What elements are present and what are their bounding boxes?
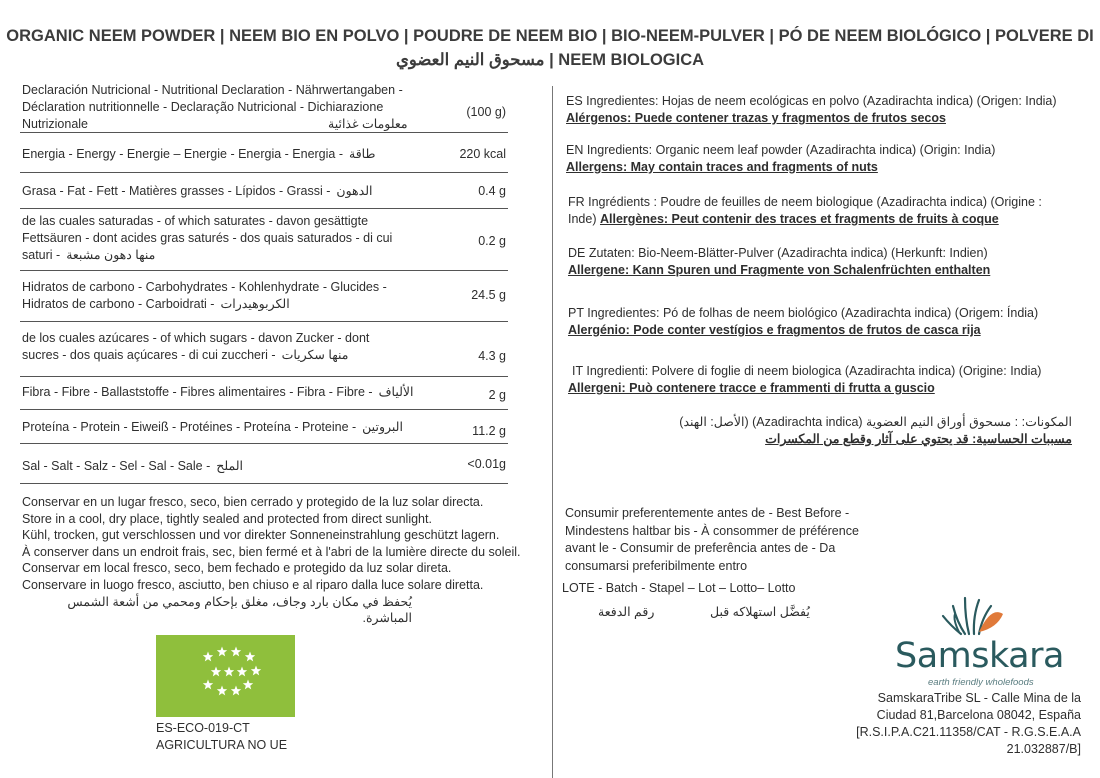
nutrient-label-ar: الألياف [378, 385, 414, 399]
nutrient-label-ar: الملح [216, 459, 243, 473]
leaf-star [231, 647, 241, 657]
page-title [0, 24, 1100, 72]
leaf-star [217, 686, 227, 696]
lot-label-ar: رقم الدفعة [598, 605, 655, 619]
leaf-star [237, 667, 247, 677]
nutrient-value: 24.5 g [471, 288, 506, 302]
ingredients-es [566, 93, 1086, 127]
nutrient-label: Hidratos de carbono - Carbohydrates - Kohlenhydrate - Glucides - Hidratos de carbono - Carboidrati - [22, 280, 387, 311]
nutrition-header-row [20, 80, 508, 133]
ingredients-text: EN Ingredients: Organic neem leaf powder (Azadirachta indica) (Origin: India) [566, 143, 996, 157]
nutrient-label: Fibra - Fibre - Ballaststoffe - Fibres alimentaires - Fibra - Fibre - [22, 385, 373, 399]
storage-instructions [22, 494, 532, 627]
ingredients-text: PT Ingredientes: Pó de folhas de neem biológico (Azadirachta indica) (Origem: Índia) [568, 306, 1039, 320]
nutrient-label-ar: الكربوهيدرات [220, 297, 290, 311]
nutrition-row-salt [20, 444, 508, 484]
eco-code: ES-ECO-019-CT [156, 721, 250, 735]
ingredients-ar [566, 414, 1072, 448]
eu-leaf-stars-icon [156, 635, 295, 717]
nutrition-row-protein [20, 410, 508, 444]
ingredients-text: IT Ingredienti: Polvere di foglie di neem biologica (Azadirachta indica) (Origine: India) [572, 364, 1042, 378]
leaf-star [243, 680, 253, 690]
nutrient-value: 4.3 g [478, 349, 506, 363]
allergens-text-ar: مسببات الحساسية: قد يحتوي على آثار وقطع من المكسرات [765, 432, 1072, 446]
ingredients-text-ar: المكونات: : مسحوق أوراق النيم العضوية (Azadirachta indica) (الأصل: الهند) [679, 415, 1072, 429]
nutrient-value: 0.4 g [478, 184, 506, 198]
leaf-star [245, 652, 255, 662]
nutrient-label: Grasa - Fat - Fett - Matières grasses - Lípidos - Grassi - [22, 184, 331, 198]
ingredients-fr [568, 194, 1068, 228]
ingredients-pt [568, 305, 1088, 339]
allergens-text: Allergeni: Può contenere tracce e frammenti di frutta a guscio [568, 381, 935, 395]
allergens-text: Allergene: Kann Spuren und Fragmente von Schalenfrüchten enthalten [568, 263, 991, 277]
leaf-star [231, 686, 241, 696]
nutrient-label-ar: منها دهون مشبعة [66, 248, 156, 262]
best-before-label: Consumir preferentemente antes de - Best Before - Mindestens haltbar bis - À consommer de préférence avant le - Consumir de preferência antes de - Da consumarsi preferibilmente entro [565, 506, 859, 573]
storage-en: Store in a cool, dry place, tightly sealed and protected from direct sunlight. [22, 511, 432, 526]
nutrient-label: Proteína - Protein - Eiweiß - Protéines - Proteína - Proteine - [22, 420, 357, 434]
nutrition-row-fibre [20, 377, 508, 410]
eco-certification [156, 720, 287, 753]
ingredients-it [568, 363, 1088, 397]
nutrient-value: 2 g [488, 388, 506, 402]
leaf-star [224, 667, 234, 677]
nutrition-row-sugars [20, 322, 508, 377]
allergens-text: Alérgenos: Puede contener trazas y fragmentos de frutos secos [566, 111, 946, 125]
title-line-2: مسحوق النيم العضوي | NEEM BIOLOGICA [395, 51, 705, 69]
storage-pt: Conservar em local fresco, seco, bem fechado e protegido da luz solar direta. [22, 561, 452, 576]
nutrition-row-energy [20, 133, 508, 173]
nutrient-value: <0.01g [467, 457, 506, 471]
ingredients-text: DE Zutaten: Bio-Neem-Blätter-Pulver (Azadirachta indica) (Herkunft: Indien) [568, 246, 988, 260]
storage-it: Conservare in luogo fresco, asciutto, ben chiuso e al riparo dalla luce solare diretta. [22, 577, 484, 592]
nutrition-header-value: (100 g) [466, 105, 506, 119]
nutrient-label-ar: منها سكريات [281, 348, 349, 362]
leaf-star [211, 667, 221, 677]
nutrient-label-ar: الدهون [336, 184, 373, 198]
title-line-1: ORGANIC NEEM POWDER | NEEM BIO EN POLVO | POUDRE DE NEEM BIO | BIO-NEEM-PULVER | PÓ DE NEEM BIOLÓGICO | POLVERE DI [6, 27, 1094, 45]
leaf-star [217, 647, 227, 657]
ingredients-de [568, 245, 1088, 279]
best-before-label-ar: يُفضَّل استهلاكه قبل [710, 605, 810, 619]
brand-name: Samskara [895, 636, 1064, 676]
nutrition-header-label-ar: معلومات غذائية [328, 117, 408, 131]
nutrient-value: 220 kcal [459, 147, 506, 161]
nutrition-row-fat [20, 173, 508, 209]
nutrient-label: de las cuales saturadas - of which saturates - davon gesättigte Fettsäuren - dont acides gras saturés - dos quais saturados - di cui saturi - [22, 214, 393, 262]
nutrient-label: de los cuales azúcares - of which sugars - davon Zucker - dont sucres - dos quais açúcares - di cui zuccheri - [22, 331, 370, 362]
storage-es: Conservar en un lugar fresco, seco, bien cerrado y protegido de la luz solar directa. [22, 495, 484, 509]
nutrient-label: Sal - Salt - Salz - Sel - Sal - Sale - [22, 459, 211, 473]
nutrient-label-ar: طاقة [349, 147, 376, 161]
nutrition-row-carbohydrates [20, 271, 508, 322]
nutrient-label-ar: البروتين [362, 420, 403, 434]
leaf-star [203, 652, 213, 662]
storage-de: Kühl, trocken, gut verschlossen und vor direkter Sonneneinstrahlung geschützt lagern. [22, 528, 500, 543]
ingredients-en [566, 142, 1086, 176]
lot-label: LOTE - Batch - Stapel – Lot – Lotto– Lotto [562, 581, 796, 595]
storage-ar: يُحفظ في مكان بارد وجاف، مغلق بإحكام ومحمي من أشعة الشمس المباشرة. [67, 594, 412, 626]
nutrition-header-label: Declaración Nutricional - Nutritional Declaration - Nährwertangaben - Déclaration nutritionnelle - Declaração Nutricional - Dichiarazione Nutrizionale [22, 83, 403, 131]
ingredients-text: FR Ingrédients : Poudre de feuilles de neem biologique (Azadirachta indica) (Origine : Inde) [568, 195, 1042, 226]
allergens-text: Alergénio: Pode conter vestígios e fragmentos de frutos de casca rija [568, 323, 981, 337]
leaf-star [203, 680, 213, 690]
nutrition-row-saturates [20, 209, 508, 271]
leaf-star [251, 666, 261, 676]
column-divider [552, 86, 553, 778]
nutrient-value: 0.2 g [478, 234, 506, 248]
nutrient-value: 11.2 g [472, 424, 506, 438]
eco-origin: AGRICULTURA NO UE [156, 737, 288, 752]
eu-organic-leaf-logo [156, 635, 295, 717]
allergens-text: Allergènes: Peut contenir des traces et fragments de fruits à coque [599, 212, 999, 226]
ingredients-text: ES Ingredientes: Hojas de neem ecológicas en polvo (Azadirachta indica) (Origen: India) [566, 94, 1057, 108]
storage-fr: À conserver dans un endroit frais, sec, bien fermé et à l'abri de la lumière directe du soleil. [22, 544, 521, 559]
nutrient-label: Energia - Energy - Energie – Energie - Energia - Energia - [22, 147, 343, 161]
allergens-text: Allergens: May contain traces and fragments of nuts [566, 160, 878, 174]
company-address: SamskaraTribe SL - Calle Mina de la Ciudad 81,Barcelona 08042, España [R.S.I.P.A.C21.11358/CAT - R.G.S.E.A.A 21.032887/B] [856, 691, 1081, 756]
brand-tagline: earth friendly wholefoods [928, 677, 1034, 688]
